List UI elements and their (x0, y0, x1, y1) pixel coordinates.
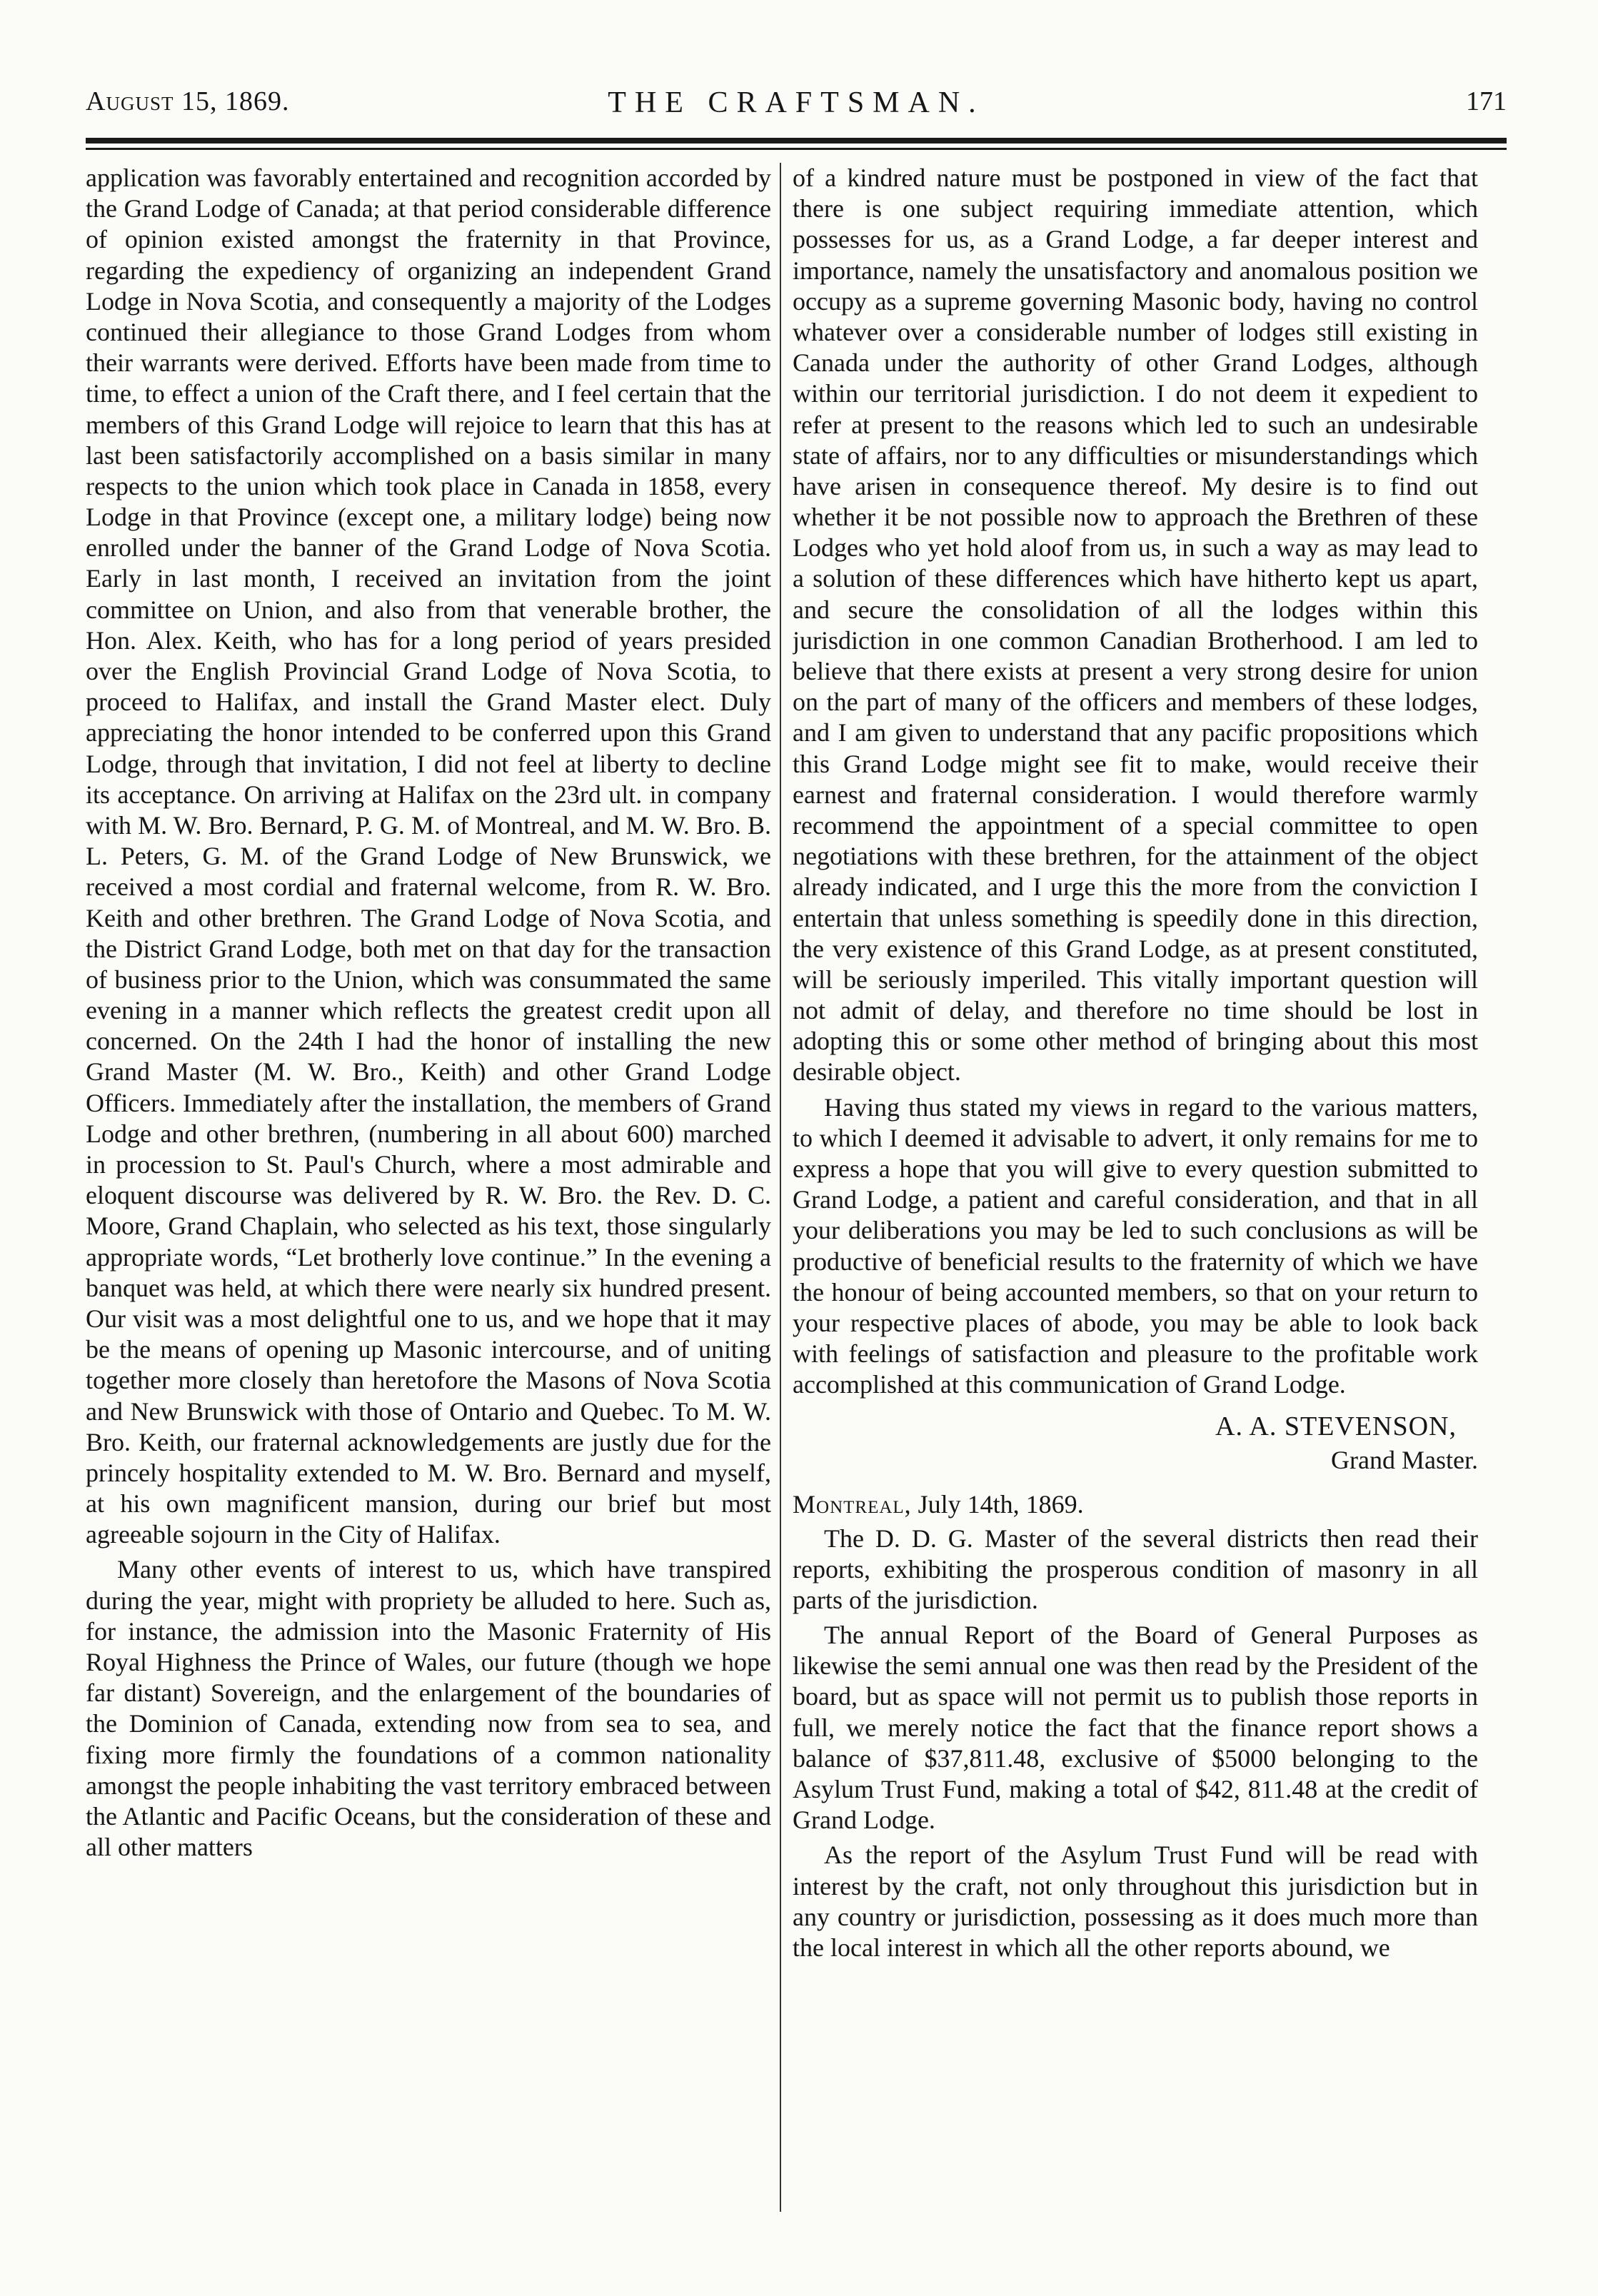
signature-title: Grand Master. (1331, 1445, 1478, 1474)
right-column (793, 163, 1478, 2212)
signature-name: A. A. STEVENSON, (1215, 1411, 1457, 1441)
right-paragraph-2: Having thus stated my views in regard to the various matters, to which I deemed it advisable to advert, it only remains for me to express a hope that you will give to every question submitted to Grand Lodge, a patient and careful consideration, and that in all your deliberations you may be led to such conclusions as will be productive of beneficial results to the fraternity of which we have the honour of being accounted members, so that on your return to your respective places of abode, you may be able to look back with feelings of satisfaction and pleasure to the profitable work accomplished at this communication of Grand Lodge. (793, 1092, 1478, 1399)
left-paragraph-2: Many other events of interest to us, which have transpired during the year, might with propriety be alluded to here. Such as, for instance, the admission into the Masonic Fraternity of His Royal Highness the Prince of Wales, our future (though we hope far distant) Sovereign, and the enlargement of the boundaries of the Dominion of Canada, extending now from sea to sea, and fixing more firmly the foundations of a common nationality amongst the people inhabiting the vast territory embraced between the Atlantic and Pacific Oceans, but the consideration of these and all other matters (86, 1555, 771, 1862)
dateline (793, 1489, 1478, 1519)
right-paragraph-5: As the report of the Asylum Trust Fund will be read with interest by the craft, not only throughout this jurisdiction but in any country or jurisdiction, possessing as it does much more than the local interest in which all the other reports abound, we (793, 1841, 1478, 1962)
dateline-date: July 14th, 1869. (918, 1489, 1084, 1519)
header-date: August 15, 1869. (86, 86, 290, 116)
header-rule-thin (86, 148, 1507, 150)
right-paragraph-1: of a kindred nature must be postponed in view of the fact that there is one subject requiring immediate attention, which possesses for us, as a Grand Lodge, a far deeper interest and importance, namely the unsatisfactory and anomalous position we occupy as a supreme governing Masonic body, having no control whatever over a considerable number of lodges still existing in Canada under the authority of other Grand Lodges, although within our territorial jurisdiction. I do not deem it expedient to refer at present to the reasons which led to such an undesirable state of affairs, nor to any difficulties or misunderstandings which have arisen in consequence thereof. My desire is to find out whether it be not possible now to approach the Brethren of these Lodges who yet hold aloof from us, in such a way as may lead to a solution of these differences which have hitherto kept us apart, and secure the consolidation of all the lodges within this jurisdiction in one common Canadian Brotherhood. I am led to believe that there exists at present a very strong desire for union on the part of many of the officers and members of these lodges, and I am given to understand that any pacific propositions which this Grand Lodge might see fit to make, would receive their earnest and fraternal consideration. I would therefore warmly recommend the appointment of a special committee to open negotiations with these brethren, for the attainment of the object already indicated, and I urge this the more from the conviction I entertain that unless something is speedily done in this direction, the very existence of this Grand Lodge, as at present constituted, will be seriously imperiled. This vitally important question will not admit of delay, and therefore no time should be lost in adopting this or some other method of bringing about this most desirable object. (793, 163, 1478, 1087)
page-header (86, 86, 1507, 129)
column-divider (780, 163, 781, 2212)
page-number: 171 (1466, 86, 1507, 116)
header-rule-thick (86, 138, 1507, 144)
publication-title: THE CRAFTSMAN. (608, 86, 985, 119)
left-paragraph-1: application was favorably entertained and recognition accorded by the Grand Lodge of Canada; at that period considerable difference of opinion existed amongst the fraternity in that Province, regarding the expediency of organizing an independent Grand Lodge in Nova Scotia, and consequently a majority of the Lodges continued their allegiance to those Grand Lodges from whom their warrants were derived. Efforts have been made from time to time, to effect a union of the Craft there, and I feel certain that the members of this Grand Lodge will rejoice to learn that this has at last been satisfactorily accomplished on a basis similar in many respects to the union which took place in Canada in 1858, every Lodge in that Province (except one, a military lodge) being now enrolled under the banner of the Grand Lodge of Nova Scotia. Early in last month, I received an invitation from the joint committee on Union, and also from that venerable brother, the Hon. Alex. Keith, who has for a long period of years presided over the English Provincial Grand Lodge of Nova Scotia, to proceed to Halifax, and install the Grand Master elect. Duly appreciating the honor intended to be conferred upon this Grand Lodge, through that invitation, I did not feel at liberty to decline its acceptance. On arriving at Halifax on the 23rd ult. in company with M. W. Bro. Bernard, P. G. M. of Montreal, and M. W. Bro. B. L. Peters, G. M. of the Grand Lodge of New Brunswick, we received a most cordial and fraternal welcome, from R. W. Bro. Keith and other brethren. The Grand Lodge of Nova Scotia, and the District Grand Lodge, both met on that day for the transaction of business prior to the Union, which was consummated the same evening in a manner which reflects the greatest credit upon all concerned. On the 24th I had the honor of installing the new Grand Master (M. W. Bro., Keith) and other Grand Lodge Officers. Immediately after the installation, the members of Grand Lodge and other brethren, (numbering in all about 600) marched in procession to St. Paul's Church, where a most admirable and eloquent discourse was delivered by R. W. Bro. the Rev. D. C. Moore, Grand Chaplain, who selected as his text, those singularly appropriate words, “Let brotherly love continue.” In the evening a banquet was held, at which there were nearly six hundred present. Our visit was a most delightful one to us, and we hope that it may be the means of opening up Masonic intercourse, and of uniting together more closely than heretofore the Masons of Nova Scotia and New Brunswick with those of Ontario and Quebec. To M. W. Bro. Keith, our fraternal acknowledgements are justly due for the princely hospitality extended to M. W. Bro. Bernard and myself, at his own magnificent mansion, during our brief but most agreeable sojourn in the City of Halifax. (86, 163, 771, 1549)
right-paragraph-4: The annual Report of the Board of General Purposes as likewise the semi annual one was then read by the President of the board, but as space will not permit us to publish those reports in full, we merely notice the fact that the finance report shows a balance of $37,811.48, exclusive of $5000 belonging to the Asylum Trust Fund, making a total of $42, 811.48 at the credit of Grand Lodge. (793, 1621, 1478, 1835)
right-paragraph-3: The D. D. G. Master of the several districts then read their reports, exhibiting the prosperous condition of masonry in all parts of the jurisdiction. (793, 1524, 1478, 1614)
dateline-place: Montreal, (793, 1489, 912, 1519)
left-column (86, 163, 771, 2212)
